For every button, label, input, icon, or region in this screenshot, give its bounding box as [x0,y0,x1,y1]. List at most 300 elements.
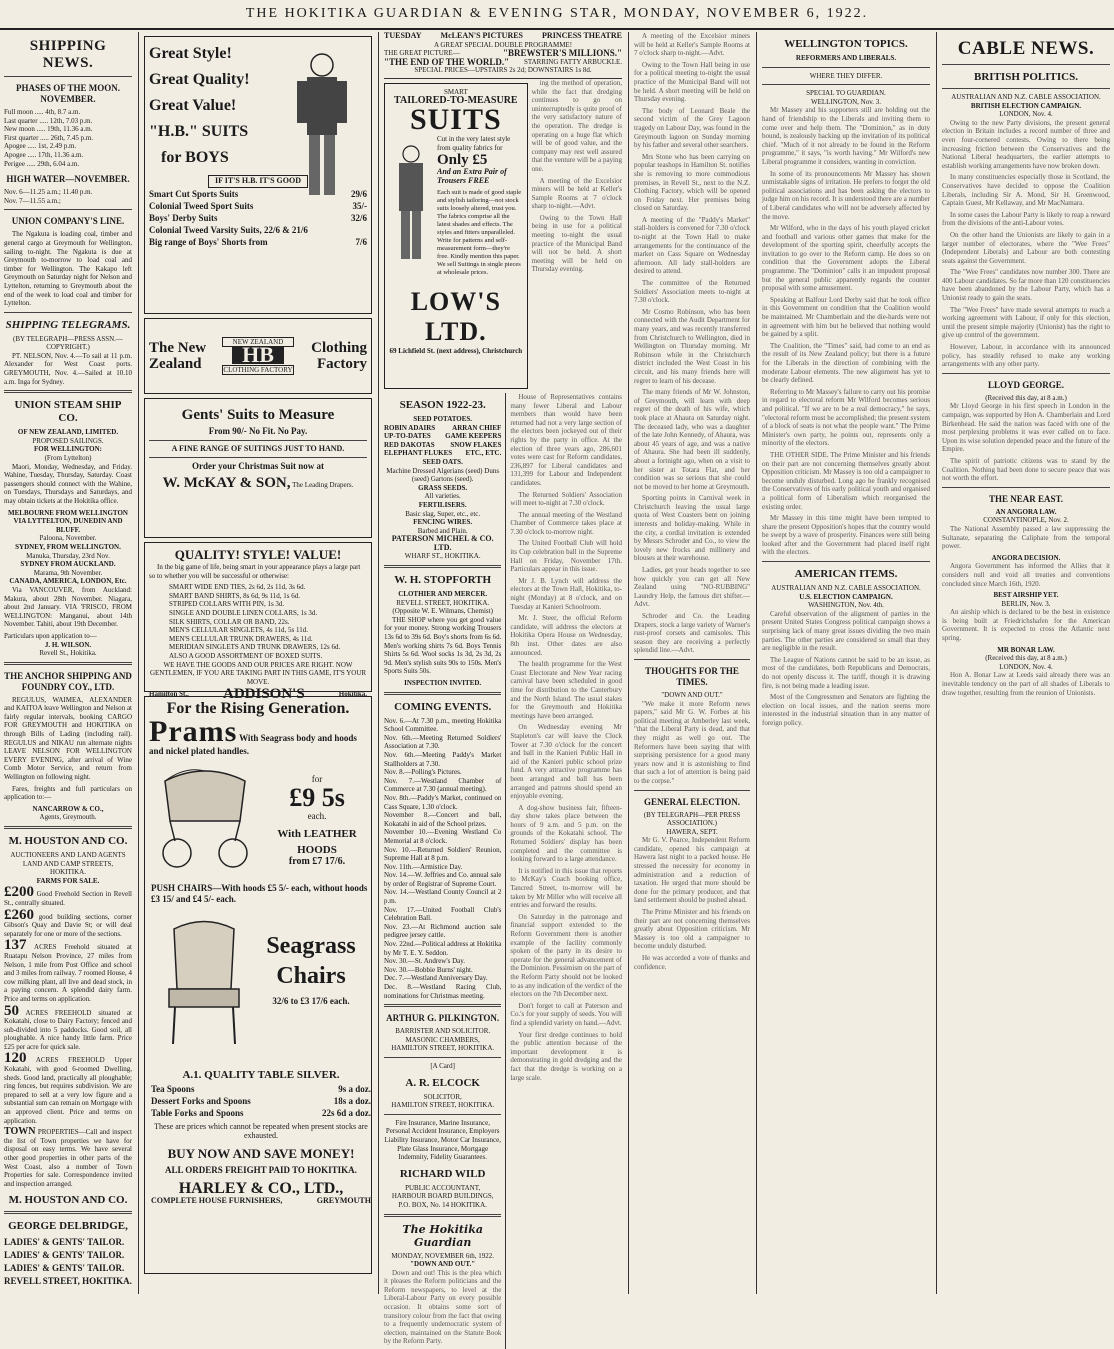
lows-cut: Cut in the very latest style from quality fabrics for [437,135,511,152]
cable-text: The "Wee Frees" candidates now number 300. There are 400 Labour candidates. So far more than 120 constituencies have been abandoned by the Labour Party, which has a Unionist ready to gain the seats. [942,268,1110,303]
style-line: "H.B." SUITS [149,123,249,140]
high-water-row: Nov. 7—11.55 a.m.; [4,196,61,205]
wellington-dateline: WELLINGTON, Nov. 3. [811,97,881,106]
pictures-princess: PRINCESS THEATRE [542,31,622,40]
local-text: Mr Cosmo Robinson, who has been connected with the Audit Department for many years, and was recently transferred from Christchurch to Wellington, died in Wellington on Thursday morning. Mr Robinson while in the Christchurch district included the West Coast in his circuit, and his many friends here will regret to learn of his decease. [634,307,750,385]
hb-suits-ad [144,36,372,314]
seeds-grass-sub: All varieties. [424,492,461,501]
column-mid [380,31,626,1346]
pilkington-name: ARTHUR G. PILKINGTON. [386,1013,500,1024]
hb-right-text: Clothing Factory [311,340,367,372]
hb-item: Colonial Tweed Sport Suits 35/- [149,200,367,211]
addison-left: Hamilton St., [149,690,189,699]
moon-row: New moon ..... 19th, 11.36 a.m. [4,125,93,134]
listing-price: £200 [4,884,34,901]
canada: CANADA, AMERICA, LONDON, Etc. [9,577,127,586]
addison-ad [144,542,372,703]
event-item: Nov. 14.—Westland County Council at 2 p.m. [384,888,502,906]
listing [4,937,132,1003]
telegrams-text: PT. NELSON, Nov. 4.—To sail at 11 p.m. Alexander for West Coast ports. GREYMOUTH, Nov. 4.—Sailed at 10.10 a.m. Inga for Sydney. [4,351,132,386]
addison-item: SILK SHIRTS, COLLAR OR BAND, 22s. [169,617,290,626]
moon-row: Full moon ..... 4th, 8.7 a.m. [4,108,81,116]
lows-name: LOW'S LTD. [410,286,501,346]
apply: Particulars upon application to— [4,631,97,640]
cable-text: The "Wee Frees" have made several attempts to reach a working agreement with Labour, if only for this election, until the present simple majority (Unionist) has the right to give up control of the government. [942,305,1110,340]
stopforth-sub: CLOTHIER AND MERCER. [398,590,488,599]
addison-item: STRIPED COLLARS WITH PIN, 1s 3d. [169,600,285,609]
union-title: UNION COMPANY'S LINE. [11,216,125,227]
hb-left-text: The New Zealand [149,340,207,372]
hb-item: Boys' Derby Suits 32/6 [149,212,367,223]
article-text: A dog-show business fair, fifteen-day show takes place between the hours of 9 a.m. and 5 p.m. on the grounds of the Kokatahi school. The Returned Soldiers' display has been completed and the committee is looking forward to a large attendance. [510,803,622,864]
angora-decision: ANGORA DECISION. [991,553,1061,562]
listing-text: ACRES Freehold situated at Ruatapu Nelson Province, 27 miles from Nelson, 1 mile from Post Office and school and 3 miles from railway. 7 roomed House, 4 cow milking plant, all live and dead stock, in a paying concern. A splendid dairy farm. Price and terms on application. [4,943,132,1003]
local-text: A meeting of the Excelsior miners will be held at Keller's Sample Rooms at 7 o'clock sharp to-night.—Advt. [634,32,750,58]
event-item: Nov. 14.—W. Jeffries and Co. annual sale by order of Registrar of Supreme Court. [384,871,502,888]
stopforth-addr: REVELL STREET, HOKITIKA. [396,598,490,607]
silver-note: These are prices which cannot be repeated when present stocks are exhausted. [154,1122,368,1140]
harley-right: GREYMOUTH [316,1195,371,1205]
addison-item: SINGLE AND DOUBLE LINEN COLLARS, 1s 3d. [169,608,318,617]
silver-item: Tea Spoons 9s a doz. [151,1084,371,1094]
wellington-text: THE OTHER SIDE. The Prime Minister and his friends on their part are not concerning themselves greatly about Opposition criticism. Mr Massey is too old a campaigner to become unduly disturbed. Long ago he frankly recognised the Conservatives of his early political youth and organised a political form of Liberalism which reorganised the existing order. [762,450,930,511]
listing-price: 137 [4,937,27,954]
article-text: On Wednesday evening Mr Stapleton's car will leave the Clock Tower at 7.30 o'clock for the concert and ball in the Kanieri Public Hall in aid of the Kanieri public school prize fund. A very attractive programme has been arranged and ball has been arranged and patrons should spend an enjoyable evening. [510,723,622,801]
pictures-ad [384,32,622,79]
article-text: ing the method of operation, while the fact that dredging continues to go on uninterruptedly is quite proof of the very satisfactory nature of the operation. The dredge is operating on a huge flat which will be of good value, and the company may rest well assured that the venture will be a paying one. [531,78,622,173]
angora-law: AN ANGORA LAW. [995,507,1057,516]
local-text: Owing to the Town Hall being in use for a political meeting to-night the usual practice of the Municipal Band will not be held. A short meeting will be held on Thursday evening. [634,60,750,104]
local-text: The Prime Minister and his friends on their part are not concerning themselves greatly about Opposition criticism. Mr Massey is too old a campaigner to become unduly disturbed. [634,908,750,951]
man-in-suit-illustration [389,142,433,262]
event-item: Nov. 11th.—Armistice Day. [384,862,463,871]
mckay-line: A FINE RANGE OF SUITINGS JUST TO HAND. [171,443,345,453]
american-text: The League of Nations cannot be said to be an issue, as most of the candidates, both Republicans and Democrats, do not openly discuss it. The tariff, though it is drawing fire, is not being made a leading issue. [762,655,930,690]
column-wellington [758,32,934,1294]
harley-left: COMPLETE HOUSE FURNISHERS, [151,1195,283,1205]
cable-text: Angora Government has informed the Allies that it considers null and void all treaties and conventions concluded since March 16th, 1920. [942,562,1110,588]
uss-sub: OF NEW ZEALAND, LIMITED. [17,428,119,437]
prams-push-chairs: PUSH CHAIRS—With hoods £5 5/- each, without hoods £3 15/ and £4 5/- each. [151,883,368,904]
silver-item: Dessert Forks and Spoons 18s a doz. [151,1096,371,1106]
anchor-agent2: Agents, Greymouth. [39,813,97,822]
seeds-season: SEASON 1922-23. [399,398,486,411]
local-text: "We make it more Reform news papers," said Mr G. W. Forbes at his political meeting at Amberley last week, "that the Liberal Party is dead, and that they might as well go out. The Reformers have been saying that with surprising persistence for a good many years now and it is astonishing to find that such a lot of attention is being paid to the corpse." [634,699,750,785]
lows-price: Only £5 [437,152,488,169]
harley-ad [144,696,372,1274]
addison-name: ADDISON'S [222,686,305,703]
article-text: Mr J. B. Lynch will address the electors at the Town Hall, Hokitika, to-night (Monday) at 8 o'clock, and on Tuesday at Kanieri Schoolroom. [510,576,622,611]
mckay-title: Gents' Suits to Measure [181,407,335,423]
moon-list [4,108,132,168]
hb-logo [222,337,293,376]
wellington-title: WELLINGTON TOPICS. [784,38,908,50]
insurance-list: Fire Insurance, Marine Insurance, Personal Accident Insurance, Employers Liability Insurance, Motor Car Insurance, Plate Glass Insurance, Mortgage Indemnity, Fidelity Guarantees. [384,1118,501,1162]
hb-fits-banner: IF IT'S H.B. IT'S GOOD [208,175,308,188]
style-line: for BOYS [161,149,229,166]
article-text: Mr. J. Steer, the official Reform candidate, will address the electors at Hokitika Opera House on Wednesday, 8th inst. Other dates are also announced. [510,614,622,657]
delbridge-line: LADIES' & GENTS' TAILOR. [4,1250,125,1261]
cable-text: Owing to the new Party divisions, the present general election in Britain includes a record number of three and even four-cornered contests. Owing to there being increasing friction between the Conservatives and the National Liberal headquarters, the earlier attempts to establish working arrangements have now broken down. [942,118,1110,170]
seeds-row: ELEPHANT FLUKES ETC., ETC. [384,449,502,458]
event-item: Nov. 6th.—Meeting Paddy's Market Stallholders at 7.30. [384,750,502,768]
seeds-oats-text: Machine Dressed Algerians (seed) Duns (seed) Gartons (seed). [386,466,500,484]
cable-text: However, Labour, in accordance with its announced policy, has steadily refused to make any working arrangements with any other party. [942,343,1110,369]
bonar-dateline: LONDON, Nov. 4. [999,662,1053,671]
pictures-day: TUESDAY [384,31,422,40]
local-text: Sporting points in Carnival week in Christchurch leaving the usual large quota of West Coasters bent on joining interests and holiday-making. While in the city, a cordial invitation is extended by Messrs Schroder and Co., to view the lovely new frocks and millinery and blouses at their warehouse. [634,494,750,563]
wellington-text: Mr Massey and his supporters still are holding out the hand of friendship to the Liberals and inviting them to come over and help them. The "Dominion," as in duty bound, is zealously backing up the invitation of its political chief. "Much of it not already to be found in the Reform programme," it says, "is worth having." Mr Wilford's new Liberal programme it considers, wanting in conviction. [762,106,930,166]
wild-sub: PUBLIC ACCOUNTANT, [405,1183,481,1192]
wellington-text: Speaking at Balfour Lord Derby said that he took office in this Government on condition that the Coalition would be maintained. Mr Chamberlain and the die-hards were not in agreement with him but he believed that nothing would be gained by a split. [762,295,930,339]
pram-illustration [155,761,255,871]
article-text: The annual meeting of the Westland Chamber of Commerce takes place at 7.30 o'clock to-morrow night. [510,510,622,536]
event-item: November 10.—Evening Westland Co Memorial at 8 o'clock. [384,828,502,845]
wellington-sub: REFORMERS AND LIBERALS. [795,54,897,62]
event-item: Nov. 22nd.—Political address at Hokitika by Mr T. E. Y. Seddon. [384,940,502,957]
delbridge-line: LADIES' & GENTS' TAILOR. [4,1263,125,1274]
style-line: Great Quality! [149,71,250,88]
article-text: The health programme for the West Coast Electorate and New Year racing carnival have been scheduled in good time for distribution to the Canterbury and the North Island. The usual stakes for the Greymouth and Hokitika meetings have been arranged. [510,660,622,720]
masthead: THE HOKITIKA GUARDIAN & EVENING STAR, MONDAY, NOVEMBER 6, 1922. [0,0,1114,30]
pictures-brewster: "BREWSTER'S MILLIONS." [502,48,622,59]
farms-for-sale: FARMS FOR SALE. [36,876,100,885]
local-text: Ladies, get your heads together to see how quickly you can get all New Zealand using "NO-RUBBING" Laundry Help, the famous dirt shifter.—Advt. [634,566,750,609]
high-water-row: Nov. 6—11.25 a.m.; 11.40 p.m. [4,188,93,197]
harley-name: HARLEY & CO., LTD., [178,1179,344,1197]
article-text: On Saturday in the patronage and financial support extended to the Reform Government there is another example of the facility commonly spoken of the party in its desire to operate for the general advancement of the Dominion. Pessimism on the part of the Reform Party should not be looked to as any indication of the verdict of the electors on the 7th December next. [510,912,622,999]
hb-item: Big range of Boys' Shorts from 7/6 [149,236,367,247]
pictures-prices: SPECIAL PRICES—UPSTAIRS 2s 2d; DOWNSTAIRS 1s 8d. [414,66,592,75]
anchor-agent: NANCARROW & CO., [32,804,104,813]
event-item: Nov. 8th.—Paddy's Market, continued on Cass Square, 1.30 o'clock. [384,793,502,811]
seeds-row: ROBIN ADAIRS ARRAN CHIEF [384,423,502,432]
local-text: A meeting of the "Paddy's Market" stall-holders is convened for 7.30 o'clock to-night at the Town Hall to make arrangements for the continuance of the market on Cass Square on Wednesday afternoon. All lady stall-holders are desired to attend. [634,215,750,276]
stopforth-name: W. H. STOPFORTH [394,574,492,587]
seeds-fence: FENCING WIRES. [413,518,473,527]
agent: J. H. WILSON. [44,640,92,649]
listing-price: 50 [4,1002,19,1019]
high-water-title: HIGH WATER—NOVEMBER. [6,174,130,185]
listing-price: TOWN [4,1126,36,1138]
union-text: The Ngakuta is loading coal, timber and general cargo at Greymouth for Wellington, sailing to-night. The Ngakuta is due at Greymouth to-morrow to load coal and timber for Wellington. The Kakapo left Greymouth on Saturday night for Nelson and Lyttelton, returning to Greymouth about the end of the week to load coal and timber for Lyttelton. [4,230,132,308]
seeds-grass: GRASS SEEDS. [418,483,468,492]
berlin-dateline: BERLIN, Nov. 3. [1001,599,1051,608]
bonar-received: (Received this day, at 8 a.m.) [985,654,1067,663]
american-text: Most of the Congressmen and Senators are fighting the election on local issues, and the nation seems more interested in the industrial situation than in any matter of foreign policy. [762,693,930,727]
prams-for: for [311,774,323,784]
local-text: Schroder and Co. the Leading Drapers, stock a large variety of Warner's rust-proof corsets and camisoles. This season they are receiving a perfectly splendid line.—Advt. [634,612,750,655]
prams-title: For the Rising Generation. [166,700,350,717]
for-wellington: FOR WELLINGTON: [33,445,102,454]
delbridge-line: LADIES' & GENTS' TAILOR. [4,1237,125,1248]
seeds-potatoes: SEED POTATOES. [413,414,473,423]
lows-extra: And an Extra Pair of Trousers FREE [437,167,507,185]
listing [4,1050,132,1125]
prams-leather: With LEATHER HOODS [277,828,357,857]
freight-paid: ALL ORDERS FREIGHT PAID TO HOKITIKA. [165,1165,357,1176]
lows-ad [384,83,528,389]
constantinople-dateline: CONSTANTINOPLE, Nov. 2. [983,516,1069,525]
seeds-oats: SEED OATS. [422,457,463,466]
column-local [630,32,754,1294]
wellington-text: The Coalition, the "Times" said, had come to an end as the result of its New Zealand policy; but there is a future for the Liberals in the direction of combining with the moderate Labour elements. The new alignment has yet to be clearly defined. [762,341,930,385]
cable-title: CABLE NEWS. [957,38,1095,59]
event-item: Nov. 6.—At 7.30 p.m., meeting Hokitika School Committee. [384,716,502,734]
best-airship: BEST AIRSHIP YET. [993,591,1059,600]
addison-item: SMART BAND SHIRTS, 8s 6d, 9s 11d, 1s 6d. [169,591,301,600]
event-item: Nov. 30.—Bobbie Burns' night. [384,965,473,974]
article-text: Don't forget to call at Paterson and Co.'s for your supply of seeds. You will find a splendid variety on hand.—Advt. [510,1001,622,1027]
mckay-sub: From 90/- No Fit. No Pay. [208,426,308,436]
prams-with: With Seagrass body and hoods and nickel plated handles. [149,733,357,756]
uss-title: UNION STEAM SHIP CO. [14,399,122,425]
listing-text: ACRES FREEHOLD situated at Kokatahi, close to Dairy Factory; fenced and sub-divided into 5 paddocks. Good soil, all ploughable. A nice handy little farm. Price £25 per acre for quick sale. [4,1008,132,1051]
general-election-title: GENERAL ELECTION. [643,796,741,807]
lloyd-received: (Received this day, at 8 a.m.) [985,393,1067,402]
addison-right: Hokitika. [338,690,367,699]
column-shipping [0,32,136,1294]
cable-text: The spirit of patriotic citizens was to stand by the Coalition. Nothing had been done to secure peace that was not worth the effort. [942,456,1110,483]
local-text: Mr G. V. Pearce, Independent Reform candidate, opened his campaign at Hawera last night to a packed house. He stressed the necessity for economy in administration and a reduction of taxation. He urged that more should be done for the primary producer, and that land settlement should be pushed ahead. [634,836,750,905]
article-text: Owing to the Town Hall being in use for a political meeting to-night the usual practice of the Municipal Band will not be held. A short meeting will be held on Thursday evening. [531,213,622,274]
event-item: Nov. 10.—Returned Soldiers' Reunion, Supreme Hall at 8 p.m. [384,845,502,863]
shipping-title: SHIPPING NEWS. [29,38,107,71]
canada-text: Via VANCOUVER, from Auckland: Makura, about 28th November. Niagara, about 2nd January. VIA 'FRISCO, FROM WELLINGTON: Manganui, about 14th November. Tahiti, about 19th December. [4,585,132,629]
silver-item: Table Forks and Spoons 22s 6d a doz. [151,1108,371,1118]
listing-text: PROPERTIES—Call and inspect the list of Town properties we have for disposal on easy terms. We have several other good properties in other parts of the West Coast, also a number of Town Properties for sale. Correspondence invited and inspection arranged. [4,1128,132,1188]
mckay-order: Order your Christmas Suit now at [192,461,324,472]
sydney-ship: Manuka, Thursday, 23rd Nov. [26,551,110,560]
listing [4,884,133,907]
wellington-text: Mr Massey in this time might have been tempted to share the present Opposition's hopes that the country would be swept by a wave of prosperity. Finances were still being looked after and the Government had placed itself right with the electors. [762,514,930,557]
cable-text: Mr Lloyd George in his first speech in London in the campaign, was supported by Hon A. Chamberlain and Lord Birkenhead. He said the nation was faced with one of the most perplexing problems it was ever called on to face. Upon its wise solution depended peace and the future of the Empire. [942,402,1110,454]
houston-sub: AUCTIONEERS AND LAND AGENTS [10,851,126,859]
column-ads [140,32,376,1294]
event-item: Nov. 7.—Westland Chamber of Commerce at 7.30 (annual meeting). [384,776,502,794]
hb-item: Smart Cut Sports Suits 29/6 [149,188,367,199]
editorial-date: MONDAY, NOVEMBER 6th, 1922. [391,1251,495,1260]
telegrams-title: SHIPPING TELEGRAMS. [5,318,131,331]
article-text: House of Representatives contains many fewer Liberal and Labour members than would have been returned had not a very large section of the electors been jockeyed out of their rights by the party in office. At the election of three years ago, 286,601 votes were cast for Reform candidates, 236,897 for Liberal candidates and 131,399 for Labour and Independent candidates. [510,392,622,487]
local-text: The body of Leonard Beale the second victim of the Grey Lagoon tragedy on Labour Day, was found in the Greymouth lagoon on Sunday morning by his father and several other searchers. [634,106,750,150]
listing [4,1002,132,1052]
hb-logo-top: NEW ZEALAND [222,337,293,348]
editorial-masthead: The Hokitika Guardian [402,1222,483,1249]
wellington-special: SPECIAL TO GUARDIAN. [806,89,886,98]
cable-assoc: AUSTRALIAN AND N.Z. CABLE ASSOCIATION. [951,93,1101,101]
events-title: COMING EVENTS. [394,700,492,713]
lows-tailored: TAILORED-TO-MEASURE [394,94,518,106]
hb-logo-mark: HB [232,347,284,364]
mckay-ad [144,398,372,538]
prams-leather-price: from £7 17/6. [288,856,346,868]
pictures-great: THE GREAT PICTURE— [384,49,460,58]
hb-item: Colonial Tweed Varsity Suits, 22/6 & 21/6 [149,224,308,235]
seeds-column [384,393,506,1349]
sailings-text: Maori, Monday, Wednesday, and Friday. Wahine, Tuesday, Thursday, Saturday. Coast passengers should connect with the Wahine, on Tuesdays, Thursdays and Saturdays, and may obtain tickets at the Hokitika office. [4,462,132,505]
melbourne: MELBOURNE FROM WELLINGTON VIA LYTTELTON, DUNEDIN AND BLUFF. [8,508,128,534]
houston-sign: M. HOUSTON AND CO. [8,1194,128,1207]
cable-text: On the other hand the Unionists are likely to gain in a larger number of electorates, where the "Wee Frees" (Independent Liberals) and Labour are both contesting seats against the Government. [942,230,1110,265]
houston-title: M. HOUSTON AND CO. [8,835,128,847]
thoughts-sub: "DOWN AND OUT." [661,690,723,699]
seagrass-chair-illustration [159,919,249,1049]
moon-row: Last quarter ..... 12th, 7.03 p.m. [4,116,93,125]
event-item: Nov. 17.—United Football Club's Celebration Ball. [384,905,502,923]
pictures-mclean: McLEAN'S PICTURES [440,31,523,40]
local-text: The many friends of Mr W. Johnston, of Greymouth, will learn with deep regret of the death of his wife, which took place at Ahaura on Saturday night. The deceased lady, who was a daughter of the late John Kennedy, of Ahaura, was about 45 years of age, and was a native of Ahaura. She had been ill suddenly, about a fortnight ago, when on a visit to her sister at Totara Flat, and her condition was so serious that she could not be moved to her home at Greymouth. [634,388,750,491]
proposed-sailings: PROPOSED SAILINGS. [32,436,104,445]
local-text: He was accorded a vote of thanks and confidence. [634,954,750,971]
seeds-wharf: WHARF ST., HOKITIKA. [404,552,481,561]
listing-price: £260 [4,906,34,923]
moon-row: Perigee ..... 29th, 6.04 a.m. [4,159,80,168]
moon-row: Apogee ..... 17th, 11.36 a.m. [4,150,84,159]
seeds-row: UP-TO-DATES GAME KEEPERS [384,432,502,441]
article-text: The Returned Soldiers' Association will meet to-night at 7.30 o'clock. [510,490,622,508]
article-text: A meeting of the Excelsior miners will be held at Keller's Sample Rooms at 7 o'clock sharp to-night.—Advt. [531,176,622,211]
melbourne-ship: Paloona, November. [39,534,97,543]
lows-addr: 69 Lichfield St. (next address), Christchurch [389,346,523,355]
prams-each: each. [307,810,327,821]
event-item: Nov. 30.—St. Andrew's Day. [384,957,466,966]
mckay-name: W. McKAY & SON, [162,474,291,491]
seeds-row: RED DAKOTAS SNOW FLAKES [384,440,502,449]
event-item: Dec. 8.—Westland Racing Club, nominations for Christmas meeting. [384,983,502,1000]
hb-logo-bottom: CLOTHING FACTORY [223,365,293,374]
american-text: Careful observation of the alignment of parties in the present United States Congress political campaign shows a surprising lack of many great issues dividing the two main parties. The other parties are considered so small that they are negligible in the result. [762,609,930,653]
wild-name: RICHARD WILD [399,1167,486,1180]
listing-text: Good Freehold Section in Revell St., centrally situated. [4,890,133,907]
article-text: It is notified in this issue that reports to McKay's Coach booking office, Tancred Street, to-morrow will be taken by Mr Miller who will receive all entries and forward the results. [510,866,622,910]
editorial-title: "DOWN AND OUT." [410,1260,476,1269]
houston-sub2: LAND AND CAMP STREETS, HOKITIKA. [22,859,114,877]
listing [4,906,133,939]
general-election-sub: (BY TELEGRAPH—PER PRESS ASSOCIATION.) [643,810,741,828]
article-column-a [528,79,622,393]
pilkington-addr2: HAMILTON STREET, HOKITIKA. [391,1044,495,1053]
us-election-dateline: WASHINGTON, Nov. 4th. [808,601,884,610]
pictures-starring: STARRING FATTY ARBUCKLE. [523,57,622,66]
article-text: Your first dredge continues to hold the public attention because of the important development it is demonstrating in gold dredging and the fact that the dredge is working on a large scale. [510,1030,622,1082]
moon-row: First quarter ..... 26th, 7.45 p.m. [4,133,94,142]
buy-now: BUY NOW AND SAVE MONEY! [167,1146,355,1162]
seeds-fert: FERTILISERS. [418,500,467,509]
prams-word: Prams [149,715,238,748]
cable-sub: BRITISH POLITICS. [974,71,1078,83]
us-election-title: U.S. ELECTION CAMPAIGN. [799,592,893,601]
listing [4,1128,132,1188]
american-sub: AUSTRALIAN AND N.Z. CABLE ASSOCIATION. [771,584,921,593]
cable-text: In some cases the Labour Party is likely to reap a reward from the divisions of the anti-Labour votes. [942,210,1110,228]
event-item: Nov. 23.—At Richmond auction sale pedigree jersey cattle. [384,922,502,940]
article-text: The United Football Club will hold its Cup celebration ball in the Supreme Hall on Friday, November 17th. Particulars appear in this issue. [510,539,622,574]
wellington-sub2: WHERE THEY DIFFER. [809,71,883,80]
lows-body: Each suit is made of good staple and stylish tailoring—not stock suits loosely altered, trust you. The fabrics comprise all the latest shades and effects. The styles and fitters unparalleled. Write for patterns and self-measurement form—they're free. Kindly mention this paper. We sell Suitings in single pieces at wholesale prices. [437,188,522,276]
event-item: November 8.—Concert and ball, Kokatahi in aid of the School prizes. [384,811,502,828]
hawera-dateline: HAWERA, SEPT. [666,827,718,836]
sydney2-ship: Marama, 9th November. [33,568,103,577]
cable-campaign: BRITISH ELECTION CAMPAIGN. [970,101,1082,110]
pilkington-sub: BARRISTER AND SOLICITOR. [395,1027,491,1036]
listing-text: ACRES FREEHOLD Upper Kokatahi, with good 6-roomed Dwelling, sheds. Good land, practically all ploughable; ring fences, but requires subdivision. We are prepared to sell at a very low figure and a substantial sum can remain on Mortgage with an approved client. Price and terms on application. [4,1056,132,1125]
agent-addr: Revell St., Hokitika. [39,649,97,658]
boy-figure-illustration [287,47,357,217]
stopforth-text: THE SHOP where you get good value for your money. Strong working Trousers 13s 6d to 39s 6d. Boy's shorts from 6s 6d. Men's working shirts 7s 6d. Boys Tennis Shirts 5s 6d. Wool socks 1s 3d, 2s 3d, 2s 9d. Men's stylish suits 90s to 150s. Men's Sports Suits 50s. [384,615,502,676]
seeds-fert-text: Basic slag, Super, etc., etc. [405,509,481,518]
addison-item: MEN'S CELLULAR SINGLETS, 4s 11d, 5s 11d. [169,626,308,635]
sydney2: SYDNEY FROM AUCKLAND. [20,560,116,569]
pilkington-addr: MASONIC CHAMBERS, [405,1035,480,1044]
chairs-title: Seagrass Chairs [266,933,356,989]
addison-note: WE HAVE THE GOODS AND OUR PRICES ARE RIGHT. NOW GENTLEMEN, IF YOU ARE TAKING PART IN THIS GAME, IT'S YOUR MOVE. [149,660,367,686]
elcock-addr: HAMILTON STREET, HOKITIKA. [391,1101,495,1110]
thoughts-title: THOUGHTS FOR THE TIMES. [645,665,739,687]
wellington-text: Mr Wilford, who in the days of his youth played cricket and football and various other games that make for the development of the sporting spirit, cheerfully accepts the invitation to go over to the Reform camp. He does so on condition that the Government adopts the Liberal programme. The "Dominion" calls it an impudent proposal but the general public apparently regards the counter proposal with some amusement. [762,224,930,293]
cable-dateline: LONDON, Nov. 4. [999,110,1053,119]
addison-item: SMART WIDE END TIES, 2s 6d, 2s 11d, 3s 6d. [169,583,306,592]
addison-item: ALSO A GOOD ASSORTMENT OF BOXED SUITS. [169,651,323,660]
cable-text: The National Assembly passed a law suppressing the Sultanate, separating the Caliphate from the temporal power. [942,524,1110,551]
seeds-paterson: PATERSON MICHEL & CO. LTD. [391,534,494,552]
event-item: Dec. 7.—Westland Anniversary Day. [384,974,488,983]
style-line: Great Style! [149,45,232,62]
event-item: Nov. 6th.—Meeting Returned Soldiers' Association at 7.30. [384,733,502,751]
listing-text: good building sections, corner Gibson's Quay and Davie St; or will deal separately for one or more of the sections. [4,912,133,938]
cable-text: In many constituencies especially those in Scotland, the Conservatives have decided to oppose the Coalition Liberals, including Sir A. Mond, Sir H. Greenwood, Captain Guest, Mr Kellaway, and Mr MacNamara. [942,173,1110,208]
wellington-text: Referring to Mr Massey's failure to carry out his promise in regard to electoral reform Mr Wilford becomes serious and political. "If we are to be a real democracy," he says, "electoral reform must be accomplished; the present system of a block of seats is not what the people want." The Prime Minister's own party, he points out, represents only a minority of the electors. [762,387,930,448]
american-title: AMERICAN ITEMS. [794,568,898,581]
seeds-fence-text: Barbed and Plain. [417,526,468,535]
lows-smart: SMART [443,87,468,96]
near-east-title: THE NEAR EAST. [988,493,1064,504]
moon-title: PHASES OF THE MOON. NOVEMBER. [15,83,120,104]
bonar-law-title: MR BONAR LAW. [997,645,1055,654]
pictures-programme: A GREAT SPECIAL DOUBLE PROGRAMME! [433,40,573,49]
moon-row: Apogee ..... 1st, 2.49 p.m. [4,142,77,151]
article-column-b [506,393,622,1349]
delbridge-title: GEORGE DELBRIDGE, [8,1220,128,1233]
addison-item: MEN'S CELLULAR TRUNK DRAWERS, 4s 11d. [169,634,313,643]
cable-text: Hon A. Bonar Law at Leeds said already there was an inevitable tendency on the part of all shades of Liberals to draw together, resulting from the reunion of Unionists. [942,671,1110,697]
chairs-price: 32/6 to £3 17/6 each. [272,996,350,1006]
wild-addr: HARBOUR BOARD BUILDINGS, [391,1192,494,1201]
silver-title: A.1. QUALITY TABLE SILVER. [182,1069,340,1081]
telegrams-credit: (BY TELEGRAPH—PRESS ASSN.—COPYRIGHT.) [13,334,123,352]
addison-title: QUALITY! STYLE! VALUE! [174,547,342,562]
sydney: SYDNEY, FROM WELLINGTON. [15,542,121,551]
addison-item: MERIDIAN SINGLETS AND TRUNK DRAWERS, 12s 6d. [169,643,341,652]
style-line: Great Value! [149,97,237,114]
elcock-name: A. R. ELCOCK [405,1076,480,1089]
hb-factory-ad [144,318,372,394]
delbridge-addr: REVELL STREET, HOKITIKA. [4,1276,132,1287]
stopforth-invite: INSPECTION INVITED. [404,679,482,687]
cable-text: An airship which is declared to be the best in existence is being built at Friedrichshafen for the American Government. It is expected to cross the Atlantic next spring. [942,608,1110,643]
anchor-text: REGULUS, WAIMEA, ALEXANDER and KAITOA leave Wellington and Nelson at fairly regular intervals, booking CARGO FOR GREYMOUTH and HOKITIKA on through Bills of Lading (including rail). REGULUS and NIKAU run alternate nights LEAVE NELSON FOR WELLINGTON EVERY EVENING, after arrival of Wine Comb Motor Service, and return from Wellington on following night. [4,695,132,782]
anchor-fares: Fares, freights and full particulars on application to:— [4,784,132,802]
addison-intro: In the big game of life, being smart in your appearance plays a large part so to whether you will be successful or otherwise: [149,563,361,580]
anchor-title: THE ANCHOR SHIPPING AND FOUNDRY COY., LTD. [4,670,132,692]
wild-po: P.O. BOX, No. 14 HOKITIKA. [398,1200,487,1209]
local-text: Mrs Stone who has been carrying on popular teashops in Hamilton St. notifies she is removing to more commodious premises, in Revell St., next to the N.Z. Clothing Factory, which will be opened on Friday next. Her premises being closed on Saturday. [634,152,750,213]
local-text: The committee of the Returned Soldiers' Association meets to-night at 7.30 o'clock. [634,279,750,305]
lloyd-george-title: LLOYD GEORGE. [987,379,1064,390]
listing-price: 120 [4,1050,27,1067]
pictures-end: "THE END OF THE WORLD." [384,56,510,67]
wellington-text: In some of its pronouncements Mr Massey has shown unmistakable signs of irritation. He prefers to forget the old political associations and has been asking the electors to judge him on his record. It is understood there are a number of Liberal candidates who will not be adversely affected by the move. [762,169,930,221]
